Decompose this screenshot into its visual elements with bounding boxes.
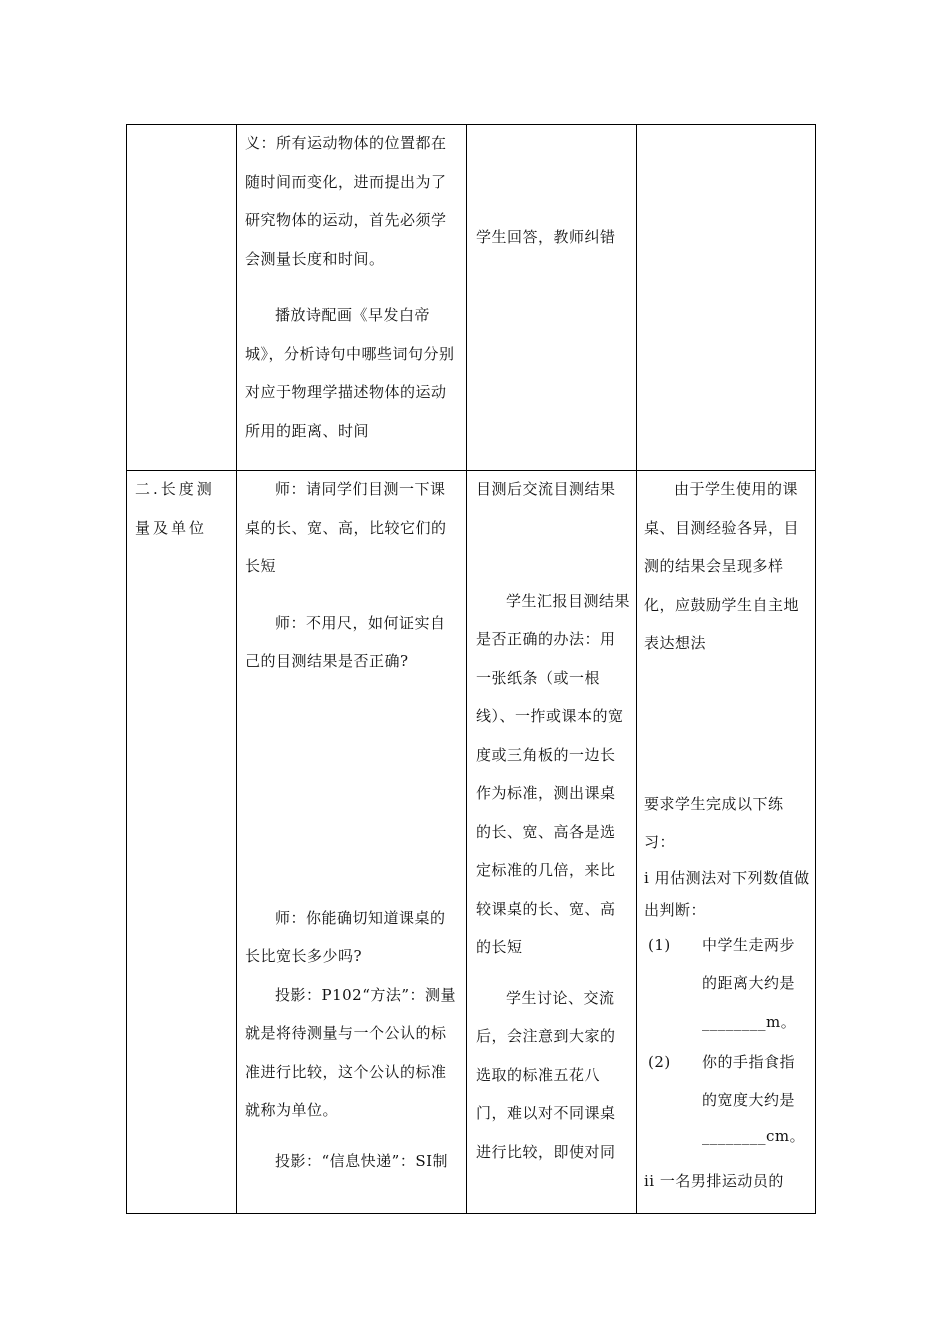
exercise-q1-body	[702, 926, 810, 1042]
table-border-top	[126, 124, 816, 125]
paragraph-discussion: 学生讨论、交流后，会注意到大家的选取的标准五花八门，难以对不同课桌进行比较，即使对同	[476, 988, 616, 1161]
paragraph-design-note: 由于学生使用的课桌、目测经验各异，目测的结果会呈现多样化，应鼓励学生自主地表达想法	[644, 480, 800, 652]
paragraph-motion-intro: 义：所有运动物体的位置都在随时间而变化，进而提出为了研究物体的运动，首先必须学会测量长度和时间。	[245, 134, 447, 268]
row2-student-activity	[476, 470, 630, 1171]
paragraph-teacher-q2: 师：不用尺，如何证实自己的目测结果是否正确?	[245, 613, 446, 670]
table-border-bottom	[126, 1213, 816, 1214]
row1-student-activity	[476, 218, 630, 257]
exercise-q2-body	[702, 1043, 810, 1152]
table-border-right	[815, 124, 816, 1214]
column-divider-1	[236, 124, 237, 1214]
paragraph-teacher-q1: 师：请同学们目测一下课桌的长、宽、高，比较它们的长短	[245, 480, 447, 575]
exercise-q2	[644, 1043, 810, 1145]
exercise-item-i: i 用估测法对下列数值做出判断：	[644, 868, 810, 919]
exercise-q1-blank: ________m。	[702, 1012, 797, 1031]
exercise-q2-number: (2)	[648, 1052, 671, 1071]
paragraph-verification-method: 学生汇报目测结果是否正确的办法：用一张纸条（或一根线）、一拃或课本的宽度或三角板的一边长作为标准，测出课桌的长、宽、高各是选定标准的几倍，来比较课桌的长、宽、高的长短	[476, 591, 631, 956]
row2-design-notes	[644, 470, 810, 1197]
paragraph-projection-method: 投影：P102“方法”：测量就是将待测量与一个公认的标准进行比较，这个公认的标准就称为单位。	[245, 985, 457, 1119]
row2-teacher-activity	[245, 470, 459, 1180]
paragraph-teacher-q3: 师：你能确切知道课桌的长比宽长多少吗?	[245, 908, 446, 965]
exercise-q2-blank: ________cm。	[702, 1126, 806, 1145]
paragraph-visual-estimate: 目测后交流目测结果	[476, 480, 616, 498]
row2-section-title	[135, 470, 231, 547]
exercise-q1-text: 中学生走两步的距离大约是	[702, 935, 796, 992]
exercise-q2-text: 你的手指食指的宽度大约是	[702, 1052, 796, 1109]
exercise-q1-number: (1)	[648, 935, 671, 954]
column-divider-3	[636, 124, 637, 1214]
row1-teacher-activity	[245, 124, 459, 450]
paragraph-exercise-intro: 要求学生完成以下练习：	[644, 794, 784, 851]
paragraph-projection-si: 投影：“信息快递”：SI制	[275, 1151, 449, 1170]
lesson-plan-table	[126, 124, 816, 1214]
paragraph-student-answer: 学生回答，教师纠错	[476, 228, 616, 246]
table-border-left	[126, 124, 127, 1214]
paragraph-poem-analysis: 播放诗配画《早发白帝城》，分析诗句中哪些词句分别对应于物理学描述物体的运动所用的距离、时间	[245, 306, 455, 440]
exercise-item-ii: ii 一名男排运动员的	[644, 1171, 784, 1190]
column-divider-2	[466, 124, 467, 1214]
section-title: 二.长度测量及单位	[135, 480, 215, 537]
